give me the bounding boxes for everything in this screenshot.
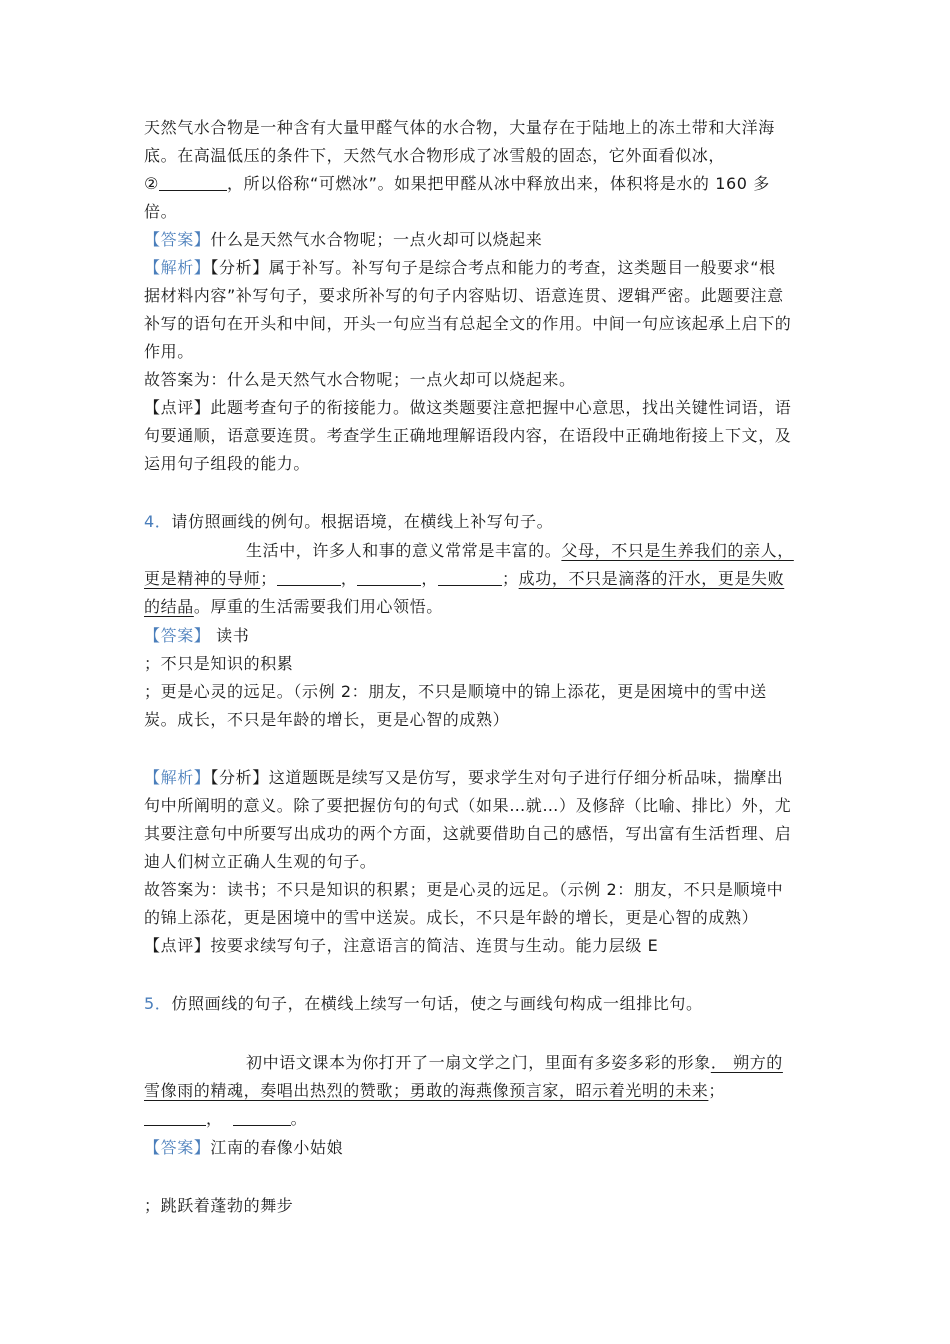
answer-text: 江南的春像小姑娘 [210,1138,344,1157]
question-line [144,565,784,593]
question-line [144,593,443,621]
circled-number-two: ② [144,174,159,193]
question-line [246,1049,783,1077]
question-text: 初中语文课本为你打开了一扇文学之门，里面有多姿多彩的形象 [246,1053,711,1072]
answer-line [144,622,249,650]
answer-line [144,226,542,254]
fill-blank[interactable] [438,569,502,586]
analysis-tag: 【解析】 [144,768,211,787]
analysis-line: 句中所阐明的意义。除了要把握仿句的句式（如果…就…）及修辞（比喻、排比）外，尤 [144,796,792,815]
fill-blank[interactable] [159,174,227,191]
punctuation: ， [421,569,439,588]
analysis-line: 其要注意句中所要写出成功的两个方面，这就要借助自己的感悟，写出富有生活哲理、启 [144,824,792,843]
comment-line: 句要通顺，语意要连贯。考查学生正确地理解语段内容，在语段中正确地衔接上下文，及 [144,426,792,445]
question-text: 请仿照画线的例句。根据语境，在横线上补写句子。 [171,512,554,531]
question-text: 。厚重的生活需要我们用心领悟。 [193,597,443,616]
analysis-line [144,254,776,282]
answer-tag: 【答案】 [144,230,211,249]
analysis-line: 迪人们树立正确人生观的句子。 [144,852,377,871]
analysis-text: 【分析】这道题既是续写又是仿写，要求学生对句子进行仔细分析品味，揣摩出 [210,768,784,787]
question-line [144,1105,307,1133]
underlined-example: 成功，不只是滴落的汗水，更是失败 [518,569,785,588]
question-line [246,537,794,565]
analysis-line: 补写的语句在开头和中间，开头一句应当有总起全文的作用。中间一句应该起承上启下的 [144,314,792,333]
fill-blank[interactable] [277,569,341,586]
question-text: 生活中，许多人和事的意义常常是丰富的。 [246,541,562,560]
fill-blank[interactable] [233,1109,291,1126]
punctuation: ， [206,1109,223,1128]
final-answer-line: 的锦上添花，更是困境中的雪中送炭。成长，不只是年龄的增长，更是心智的成熟） [144,908,759,927]
underlined-example: 的结晶 [144,597,194,616]
answer-line: ；更是心灵的远足。（示例 2：朋友，不只是顺境中的锦上添花，更是困境中的雪中送 [144,682,767,701]
question-number: 5． [144,994,172,1013]
comment-line: 【点评】此题考查句子的衔接能力。做这类题要注意把握中心意思，找出关键性词语，语 [144,398,792,417]
analysis-line [144,764,783,792]
passage-line: 倍。 [144,202,178,221]
underlined-example: 雪像雨的精魂，奏唱出热烈的赞歌；勇敢的海燕像预言家，昭示着光明的未来 [144,1081,709,1100]
answer-line: 炭。成长，不只是年龄的增长，更是心智的成熟） [144,710,510,729]
analysis-line: 作用。 [144,342,194,361]
underlined-example: 父母，不只是生养我们的亲人， [561,541,794,560]
answer-text: 读书 [216,626,250,645]
answer-line: ；跳跃着蓬勃的舞步 [144,1196,294,1215]
comment-line: 【点评】按要求续写句子，注意语言的简洁、连贯与生动。能力层级 E [144,936,659,955]
comment-line: 运用句子组段的能力。 [144,454,311,473]
analysis-tag: 【解析】 [144,258,211,277]
answer-text: 什么是天然气水合物呢；一点火却可以烧起来 [210,230,543,249]
punctuation: ； [260,569,277,588]
passage-line [144,170,770,198]
analysis-text: 【分析】属于补写。补写句子是综合考点和能力的考查，这类题目一般要求“根 [210,258,776,277]
punctuation: ； [502,569,519,588]
answer-tag: 【答案】 [144,1138,211,1157]
question-5-prompt [144,990,703,1018]
question-4-prompt [144,508,553,536]
question-line [144,1077,725,1105]
punctuation: ， [340,569,358,588]
analysis-line: 据材料内容”补写句子，要求所补写的句子内容贴切、语意连贯、逻辑严密。此题要注意 [144,286,784,305]
answer-line: ；不只是知识的积累 [144,654,294,673]
final-answer-line: 故答案为：什么是天然气水合物呢；一点火却可以烧起来。 [144,370,576,389]
punctuation: ； [708,1081,726,1100]
punctuation: 。 [290,1109,308,1128]
answer-line [144,1134,343,1162]
fill-blank[interactable] [357,569,421,586]
question-text: 仿照画线的句子，在横线上续写一句话，使之与画线句构成一组排比句。 [171,994,703,1013]
underlined-example: 更是精神的导师 [144,569,261,588]
answer-tag: 【答案】 [144,626,211,645]
question-number: 4． [144,512,172,531]
passage-line: 底。在高温低压的条件下，天然气水合物形成了冰雪般的固态，它外面看似冰， [144,146,726,165]
underlined-example: ． 朔方的 [710,1053,783,1072]
final-answer-line: 故答案为：读书；不只是知识的积累；更是心灵的远足。（示例 2：朋友，不只是顺境中 [144,880,784,899]
fill-blank[interactable] [144,1109,206,1126]
passage-text: ，所以俗称“可燃冰”。如果把甲醛从冰中释放出来，体积将是水的 160 多 [226,174,770,193]
passage-line: 天然气水合物是一种含有大量甲醛气体的水合物，大量存在于陆地上的冻土带和大洋海 [144,118,775,137]
